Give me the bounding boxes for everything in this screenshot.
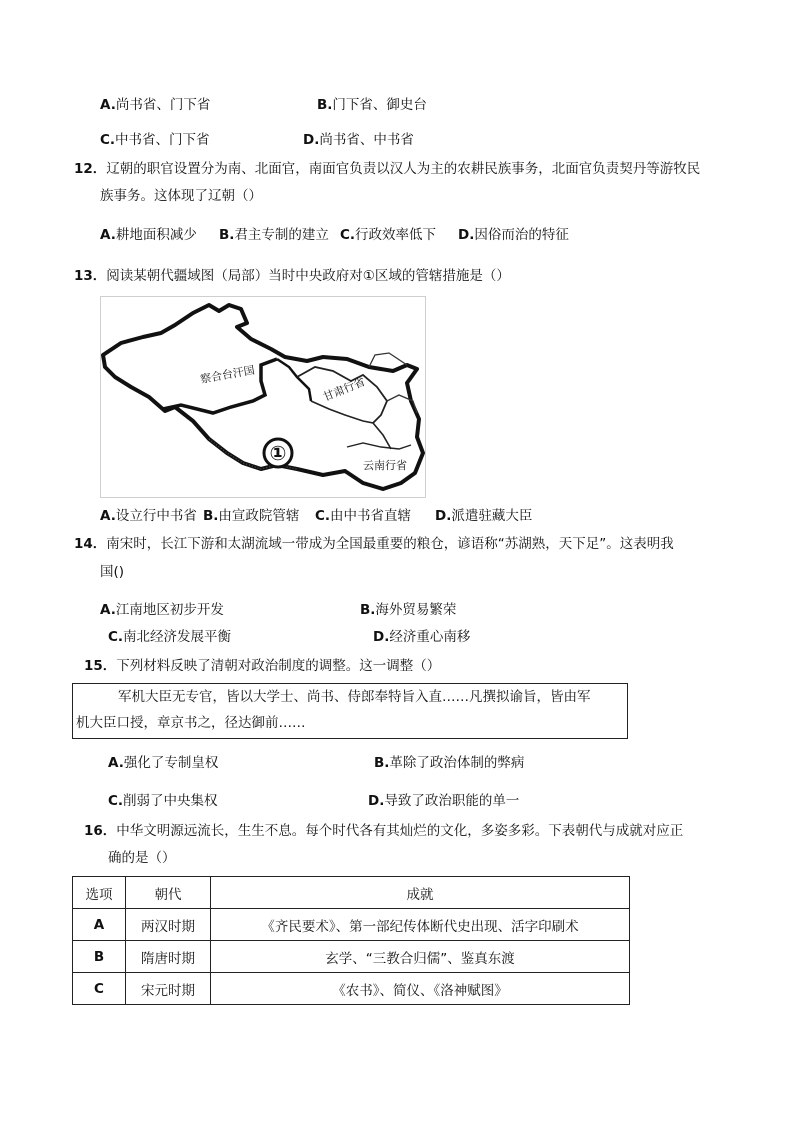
- q14-stem-line1: 14．南宋时，长江下游和太湖流域一带成为全国最重要的粮仓，谚语称“苏湖熟，天下足”。这表明我: [74, 536, 674, 552]
- table-cell-dynasty: 两汉时期: [126, 909, 211, 941]
- table-cell-option: B: [73, 941, 126, 973]
- q13-option-b: B.由宣政院管辖: [203, 508, 300, 524]
- q12-stem-line2: 族事务。这体现了辽朝（）: [100, 188, 262, 204]
- q13-option-a: A.设立行中书省: [100, 508, 197, 524]
- table-row: [73, 973, 630, 1005]
- table-cell-dynasty: 宋元时期: [126, 973, 211, 1005]
- map-label-yunnan: 云南行省: [363, 459, 407, 472]
- q14-stem-line2: 国(): [100, 564, 125, 580]
- q15-option-b: B.革除了政治体制的弊病: [374, 755, 525, 771]
- q12-option-c: C.行政效率低下: [340, 227, 437, 243]
- table-cell-dynasty: 隋唐时期: [126, 941, 211, 973]
- table-header-option: 选项: [73, 877, 126, 909]
- q13-option-c: C.由中书省直辖: [315, 508, 412, 524]
- q15-source-line2: 机大臣口授，章京书之，径达御前……: [76, 715, 306, 731]
- q14-option-b: B.海外贸易繁荣: [360, 602, 457, 618]
- q15-option-d: D.导致了政治职能的单一: [368, 793, 520, 809]
- region-1-marker: ①: [269, 441, 287, 465]
- q14-option-a: A.江南地区初步开发: [100, 602, 224, 618]
- map-label-chagatai: 察合台汗国: [199, 363, 256, 386]
- q11-option-a: A.尚书省、门下省: [100, 97, 211, 113]
- q12-stem-line1: 12．辽朝的职官设置分为南、北面官，南面官负责以汉人为主的农耕民族事务，北面官负责契丹等游牧民: [74, 161, 701, 177]
- map-label-gansu: 甘肃行省: [321, 375, 367, 404]
- q14-option-d: D.经济重心南移: [373, 629, 471, 645]
- territory-map-svg: [101, 297, 425, 497]
- table-row: [73, 941, 630, 973]
- q15-option-a: A.强化了专制皇权: [108, 755, 219, 771]
- q11-option-b: B.门下省、御史台: [317, 97, 427, 113]
- q11-option-c: C.中书省、门下省: [100, 132, 210, 148]
- q11-option-d: D.尚书省、中书省: [303, 132, 414, 148]
- q12-option-d: D.因俗而治的特征: [458, 227, 569, 243]
- q16-stem-line1: 16．中华文明源远流长，生生不息。每个时代各有其灿烂的文化，多姿多彩。下表朝代与成就对应正: [84, 823, 684, 839]
- map-border-northeast: [369, 353, 407, 367]
- table-cell-option: C: [73, 973, 126, 1005]
- q16-stem-line2: 确的是（）: [108, 850, 176, 866]
- q12-option-b: B.君主专制的建立: [219, 227, 329, 243]
- table-header-dynasty: 朝代: [126, 877, 211, 909]
- q15-option-c: C.削弱了中央集权: [108, 793, 218, 809]
- table-cell-achievement: 《农书》、简仪、《洛神赋图》: [211, 973, 630, 1005]
- table-cell-option: A: [73, 909, 126, 941]
- table-header-row: [73, 877, 630, 909]
- table-cell-achievement: 《齐民要术》、第一部纪传体断代史出现、活字印刷术: [211, 909, 630, 941]
- q13-stem: 13．阅读某朝代疆域图（局部）当时中央政府对①区域的管辖措施是（）: [74, 268, 510, 284]
- q12-option-a: A.耕地面积减少: [100, 227, 197, 243]
- table-header-achievement: 成就: [211, 877, 630, 909]
- territory-map: [100, 296, 426, 498]
- achievements-table: [72, 876, 630, 1005]
- table-row: [73, 909, 630, 941]
- q14-option-c: C.南北经济发展平衡: [108, 629, 232, 645]
- q13-option-d: D.派遣驻藏大臣: [435, 508, 533, 524]
- q15-source-line1: 军机大臣无专官，皆以大学士、尚书、侍郎奉特旨入直……凡撰拟谕旨，皆由军: [118, 689, 591, 705]
- table-cell-achievement: 玄学、“三教合归儒”、鉴真东渡: [211, 941, 630, 973]
- q15-stem: 15．下列材料反映了清朝对政治制度的调整。这一调整（）: [84, 658, 441, 674]
